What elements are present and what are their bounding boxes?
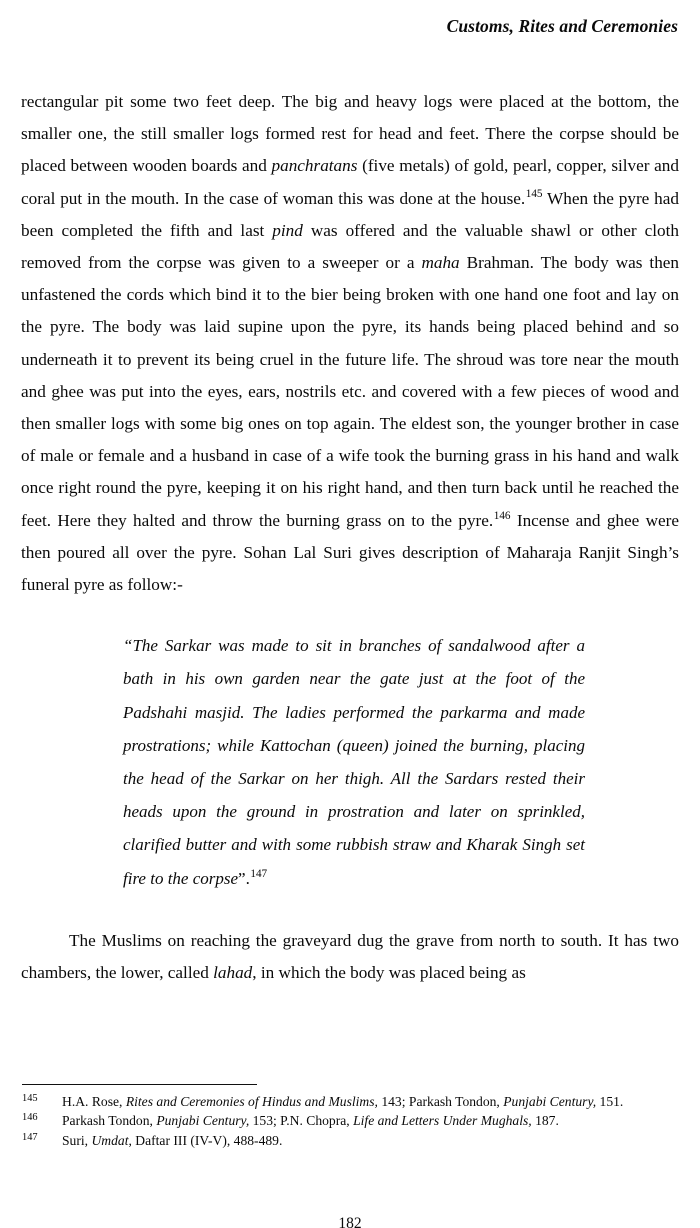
- term-pind: pind: [272, 220, 303, 240]
- footnote-145-title-2: Punjabi Century,: [503, 1094, 597, 1109]
- footnote-146-title-1: Punjabi Century,: [156, 1113, 250, 1129]
- blockquote-text: “The Sarkar was made to sit in branches of sandalwood after a bath in his own garden near the gate just at the foot of the Padshahi masjid. The ladies performed the parkarma and made prostrations; while Kattochan (queen) joined the burning, placing the head of the Sarkar on her thigh. All the Sardars rested their heads upon the ground in prostration and later on sprinkled, clarified butter and with some rubbish straw and Kharak Singh set fire to the corpse: [123, 636, 585, 888]
- paragraph-1-segment-6: Incense and ghee were then poured all over the pyre. Sohan Lal Suri gives description of Maharaja Ranjit Singh’s funeral pyre as follow:-: [21, 510, 679, 595]
- paragraph-2-segment-2: , in which the body was placed being as: [252, 963, 526, 983]
- footnote-section: [21, 1084, 679, 1150]
- paragraph-1-segment-5: Brahman. The body was then unfastened the cords which bind it to the bier being broken with one hand one foot and lay on the pyre. The body was laid supine upon the pyre, its hands being placed behind and so underneath it to prevent its being cruel in the future life. The shroud was tore near the mouth and ghee was put into the eyes, ears, nostrils etc. and covered with a few pieces of wood and then smaller logs with some big ones on top again. The eldest son, the younger brother in case of male or female and a husband in case of a wife took the burning grass in his hand and walk once right round the pyre, keeping it on his right hand, and then turn back until he reached the feet. Here they halted and throw the burning grass on to the pyre.: [21, 253, 680, 530]
- footnote-entry-145: [21, 1092, 679, 1111]
- footnote-reference-147[interactable]: 147: [250, 868, 268, 881]
- footnote-146-title-2: Life and Letters Under Mughals,: [353, 1113, 532, 1129]
- blockquote-suri-account: [123, 629, 585, 895]
- footnote-separator-rule: [22, 1084, 257, 1085]
- footnote-reference-146[interactable]: 146: [493, 509, 511, 522]
- footnote-147-title-1: Umdat: [91, 1132, 129, 1148]
- paragraph-1-segment-1: rectangular pit some two feet deep. The big and heavy logs were placed at the bottom, the smaller one, the still smaller logs formed rest for head and feet. There the corpse should be placed between wooden boards and: [21, 92, 679, 176]
- footnote-145-segment-2: 143; Parkash Tondon,: [377, 1094, 504, 1109]
- term-lahad: lahad: [213, 963, 253, 983]
- footnote-number-145: 145: [22, 1093, 38, 1104]
- footnote-entry-146: [21, 1111, 679, 1130]
- footnote-147-segment-2: , Daftar III (IV-V), 488-489.: [128, 1132, 283, 1148]
- page-number: 182: [338, 1215, 362, 1228]
- footnote-146-segment-2: 153; P.N. Chopra,: [249, 1113, 354, 1129]
- paragraph-1-segment-3: When the pyre had been completed the fifth and last: [21, 188, 679, 240]
- footnote-number-147: 147: [22, 1131, 38, 1143]
- paragraph-1-segment-2: (five metals) of gold, pearl, copper, silver and coral put in the mouth. In the case of woman this was done at the house.: [21, 156, 679, 208]
- spacer-before-blockquote: [21, 601, 679, 629]
- footnote-145-segment-3: 151.: [596, 1094, 624, 1109]
- blockquote-closing-punctuation: ”.: [238, 868, 250, 888]
- paragraph-1-segment-4: was offered and the valuable shawl or other cloth removed from the corpse was given to a sweeper or a: [21, 220, 679, 273]
- body-paragraph-1: [21, 86, 679, 601]
- term-maha: maha: [421, 253, 460, 273]
- running-head: Customs, Rites and Ceremonies: [446, 16, 678, 36]
- footnote-reference-145[interactable]: 145: [525, 187, 543, 200]
- footnote-entry-147: [21, 1131, 679, 1150]
- footnote-146-segment-3: 187.: [531, 1113, 559, 1129]
- footnote-number-146: 146: [22, 1112, 38, 1124]
- page-body-column: [21, 86, 679, 989]
- term-panchratans: panchratans: [271, 156, 358, 176]
- footnote-145-title-1: Rites and Ceremonies of Hindus and Muslims,: [125, 1094, 378, 1109]
- footnote-146-segment-1: Parkash Tondon,: [62, 1113, 157, 1129]
- body-paragraph-2: [21, 925, 679, 989]
- footnote-147-segment-1: Suri,: [62, 1132, 92, 1148]
- spacer-after-blockquote: [21, 895, 679, 925]
- paragraph-2-segment-1: The Muslims on reaching the graveyard dug the grave from north to south. It has two chambers, the lower, called: [21, 930, 679, 983]
- footnote-145-segment-1: H.A. Rose,: [62, 1094, 126, 1109]
